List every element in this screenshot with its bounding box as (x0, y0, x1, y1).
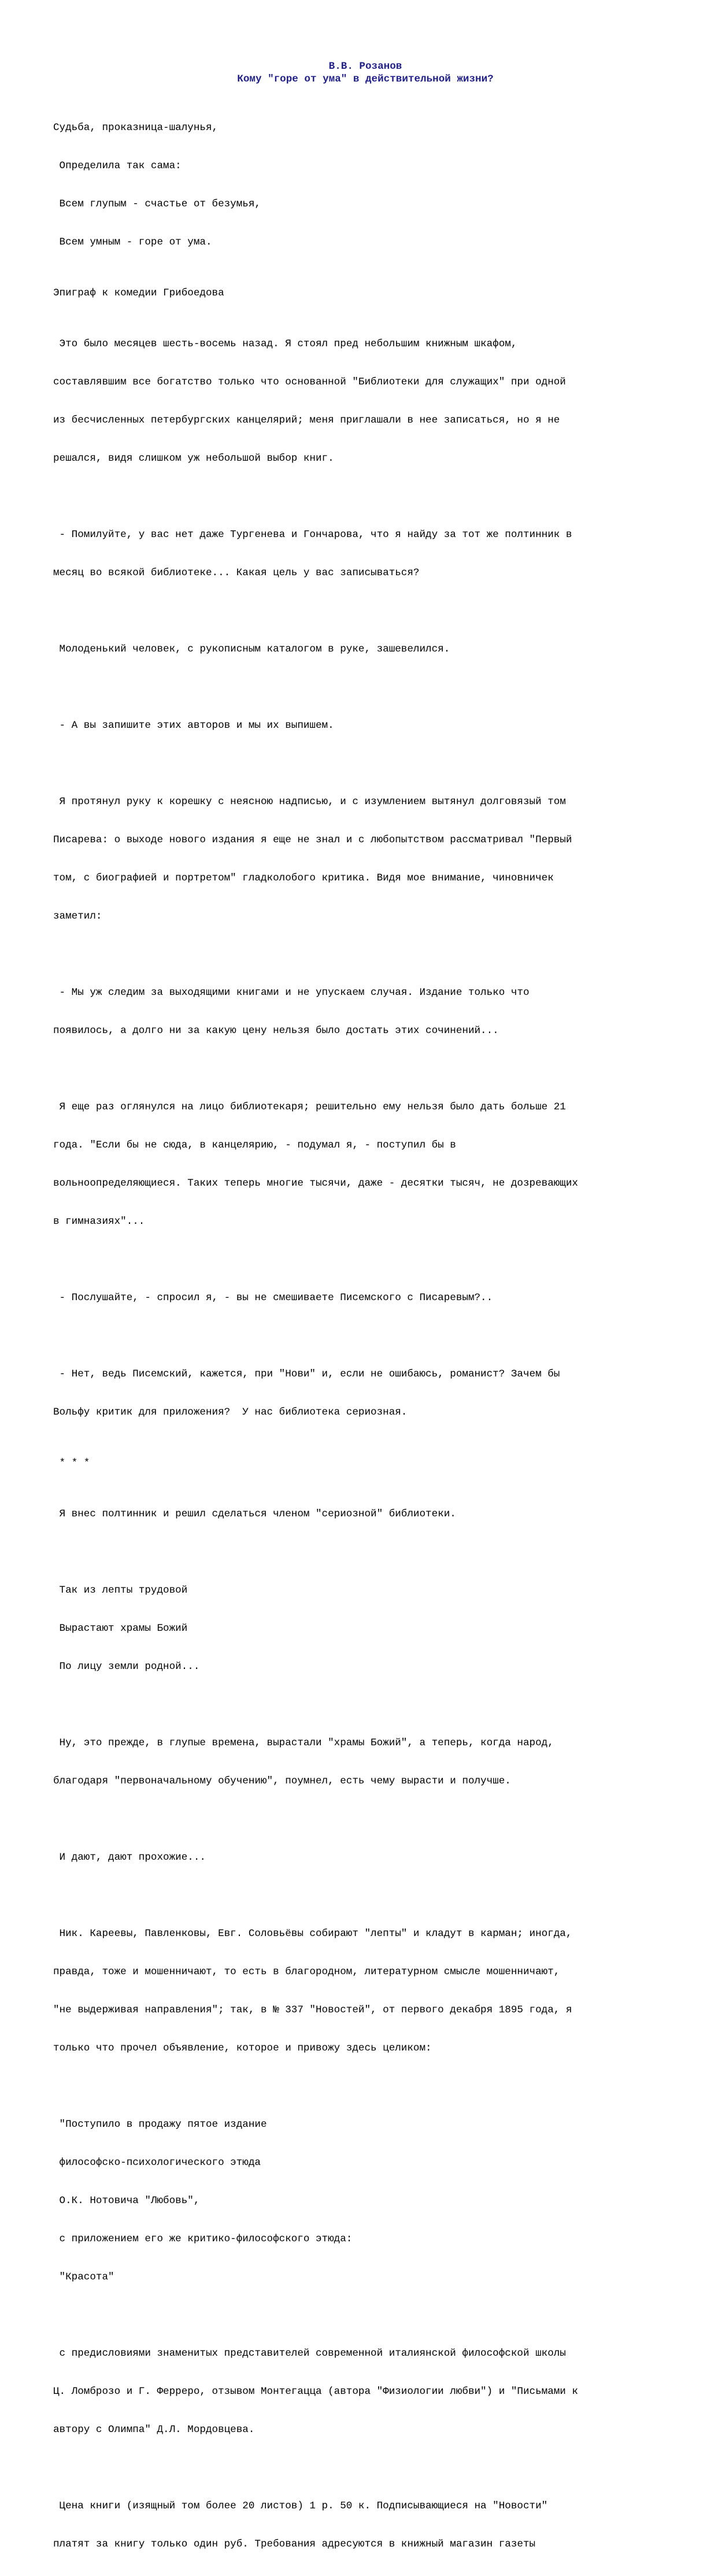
paragraph-line: появилось, а долго ни за какую цену нельзя было достать этих сочинений... (53, 1025, 499, 1037)
paragraph-line: Я внес полтинник и решил сделаться членом "сериозной" библиотеки. (53, 1508, 456, 1520)
paragraph-line: Это было месяцев шесть-восемь назад. Я стоял пред небольшим книжным шкафом, (53, 338, 517, 350)
paragraph-line: том, с биографией и портретом" гладколобого критика. Видя мое внимание, чиновничек (53, 872, 554, 884)
verse-line: Вырастают храмы Божий (53, 1623, 188, 1634)
paragraph-line: только что прочел объявление, которое и привожу здесь целиком: (53, 2042, 432, 2054)
paragraph-line: "не выдерживая направления"; так, в № 337 "Новостей", от первого декабря 1895 года, я (53, 2004, 572, 2016)
paragraph-line: Вольфу критик для приложения? У нас библиотека сериозная. (53, 1407, 408, 1418)
paragraph-line: вольноопределяющиеся. Таких теперь многие тысячи, даже - десятки тысяч, не дозревающих (53, 1178, 578, 1189)
ad-line: с приложением его же критико-философского этюда: (53, 2233, 353, 2245)
epigraph-line: Определила так сама: (53, 160, 182, 172)
paragraph (53, 770, 678, 948)
paragraph-line: - Мы уж следим за выходящими книгами и не упускаем случая. Издание только что (53, 987, 530, 998)
paragraph (53, 2322, 678, 2462)
paragraph (53, 312, 678, 490)
paragraph-line: - Нет, ведь Писемский, кажется, при "Нови" и, если не ошибаюсь, романист? Зачем бы (53, 1368, 560, 1380)
paragraph-line: заметил: (53, 911, 102, 922)
verse-line: По лицу земли родной... (53, 1661, 200, 1672)
paragraph-line: благодаря "первоначальному обучению", поумнел, есть чему вырасти и получше. (53, 1775, 511, 1787)
paragraph (53, 1482, 678, 1546)
ad-line: "Красота" (53, 2271, 114, 2283)
paragraph-line: Писарева: о выходе нового издания я еще не знал и с любопытством рассматривал "Первый (53, 834, 572, 846)
paragraph-line: Цена книги (изящный том более 20 листов) 1 р. 50 к. Подписывающиеся на "Новости" (53, 2500, 548, 2512)
verse-quote (53, 1559, 678, 1698)
paragraph-line: автору с Олимпа" Д.Л. Мордовцева. (53, 2424, 255, 2436)
paragraph-line: Я еще раз оглянулся на лицо библиотекаря; решительно ему нельзя было дать больше 21 (53, 1101, 566, 1113)
epigraph-line: Судьба, проказница-шалунья, (53, 122, 219, 134)
paragraph (53, 1075, 678, 1253)
document-title: Кому "горе от ума" в действительной жизни? (237, 73, 494, 85)
epigraph-line: Всем глупым - счастье от безумья, (53, 198, 261, 210)
epigraph-verse (53, 96, 678, 274)
paragraph-line: в гимназиях"... (53, 1216, 145, 1227)
paragraph (53, 503, 678, 605)
author-name: В.В. Розанов (328, 61, 402, 72)
verse-line: Так из лепты трудовой (53, 1585, 188, 1596)
paragraph (53, 1826, 678, 1889)
paragraph (53, 1342, 678, 1444)
paragraph-line: Ц. Ломброзо и Г. Ферреро, отзывом Монтегацца (автора "Физиологии любви") и "Письмами к (53, 2386, 578, 2397)
section-separator: * * * (53, 1457, 90, 1469)
paragraph-line: из бесчисленных петербургских канцелярий; меня приглашали в нее записаться, но я не (53, 414, 560, 426)
paragraph (53, 694, 678, 757)
paragraph (53, 1266, 678, 1330)
paragraph-line: Ник. Кареевы, Павленковы, Евг. Соловьёвы собирают "лепты" и кладут в карман; иногда, (53, 1928, 572, 1940)
document-page (53, 60, 678, 2576)
paragraph (53, 961, 678, 1063)
paragraph-line: Ну, это прежде, в глупые времена, вырастали "храмы Божий", а теперь, когда народ, (53, 1737, 554, 1749)
ad-line: "Поступило в продажу пятое издание (53, 2119, 267, 2130)
paragraph (53, 1902, 678, 2080)
paragraph-line: с предисловиями знаменитых представителей современной италиянской философской школы (53, 2348, 566, 2359)
paragraph-line: Молоденький человек, с рукописным каталогом в руке, зашевелился. (53, 643, 450, 655)
paragraph-line: платят за книгу только один руб. Требования адресуются в книжный магазин газеты (53, 2538, 536, 2550)
paragraph-line: - А вы запишите этих авторов и мы их выпишем. (53, 720, 334, 731)
paragraph-line: составлявшим все богатство только что основанной "Библиотеки для служащих" при одной (53, 376, 566, 388)
paragraph (53, 1711, 678, 1813)
ad-line: О.К. Нотовича "Любовь", (53, 2195, 200, 2207)
paragraph (53, 2474, 678, 2576)
paragraph (53, 617, 678, 681)
paragraph-line: решался, видя слишком уж небольшой выбор книг. (53, 453, 334, 464)
paragraph-line: года. "Если бы не сюда, в канцелярию, - подумал я, - поступил бы в (53, 1139, 456, 1151)
epigraph-line: Всем умным - горе от ума. (53, 236, 212, 248)
paragraph-line: И дают, дают прохожие... (53, 1852, 206, 1863)
paragraph-line: - Помилуйте, у вас нет даже Тургенева и Гончарова, что я найду за тот же полтинник в (53, 529, 572, 541)
ad-line: философско-психологического этюда (53, 2157, 261, 2168)
advertisement-quote (53, 2093, 678, 2309)
paragraph-line: Я протянул руку к корешку с неясною надписью, и с изумлением вытянул долговязый том (53, 796, 566, 808)
paragraph-line: правда, тоже и мошенничают, то есть в благородном, литературном смысле мошенничают, (53, 1966, 560, 1978)
epigraph-source: Эпиграф к комедии Грибоедова (53, 287, 224, 299)
paragraph-line: - Послушайте, - спросил я, - вы не смешиваете Писемского с Писаревым?.. (53, 1292, 493, 1304)
paragraph-line: месяц во всякой библиотеке... Какая цель у вас записываться? (53, 567, 420, 579)
